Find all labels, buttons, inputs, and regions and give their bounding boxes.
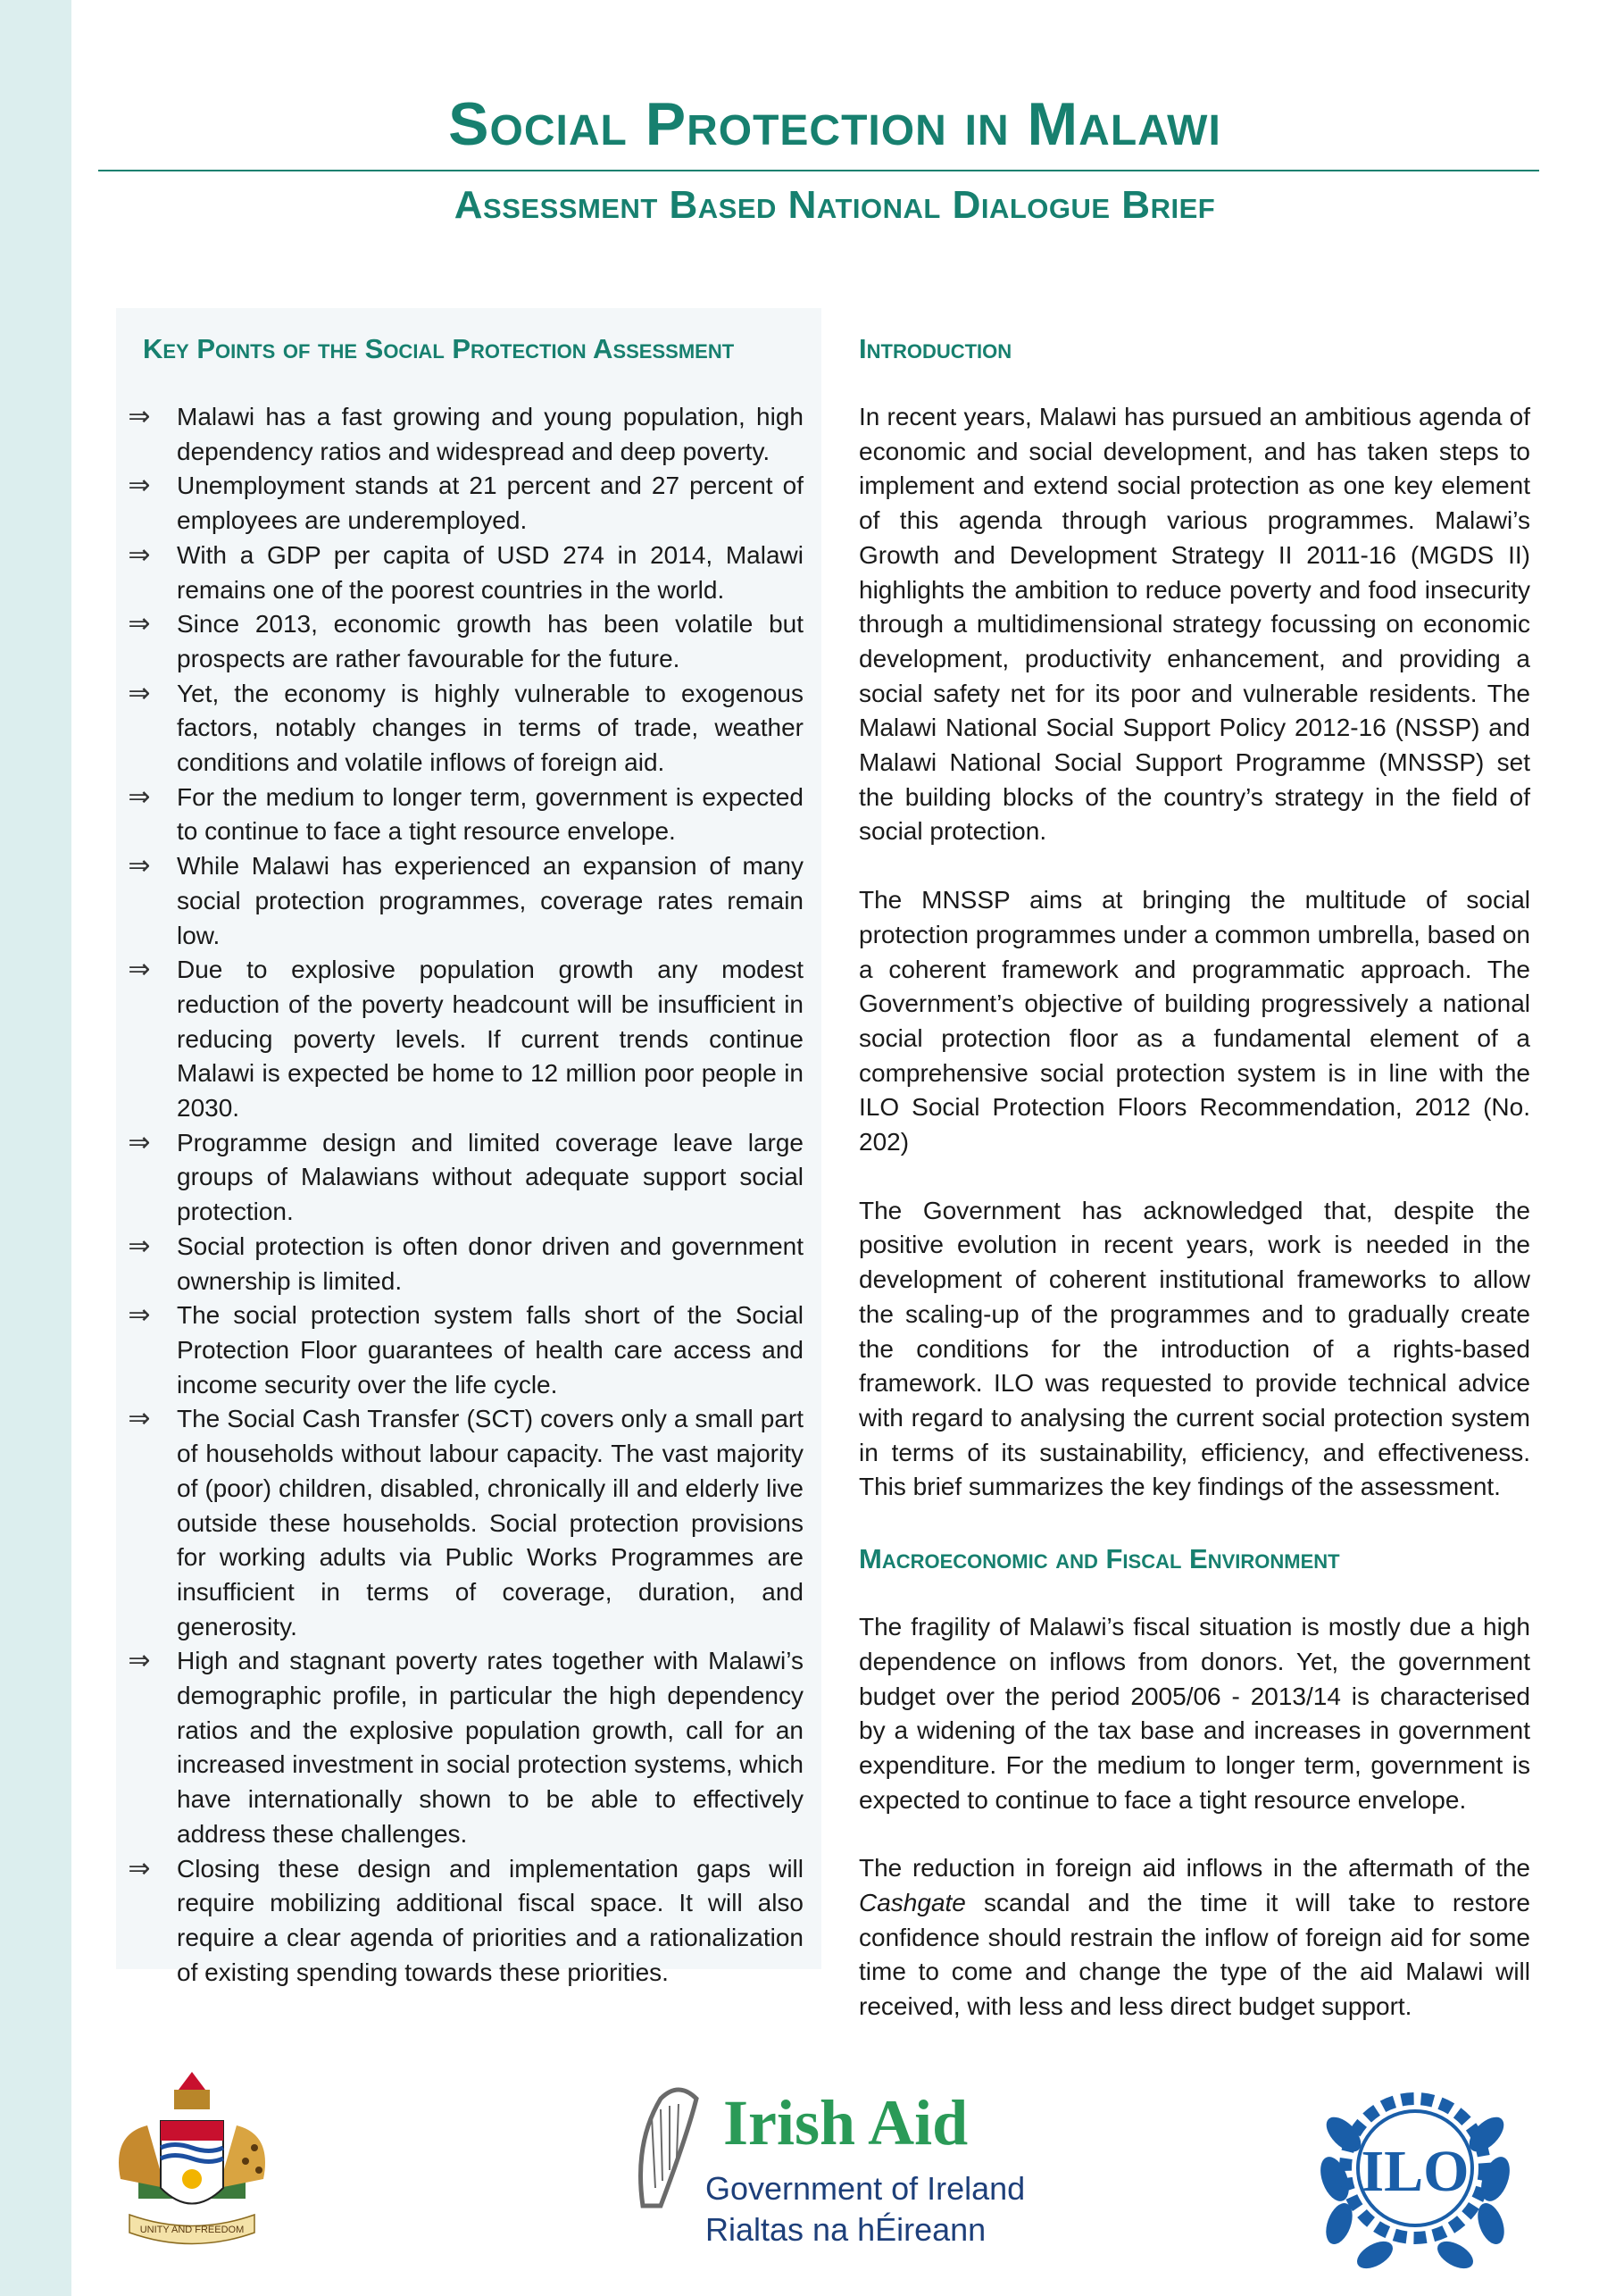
key-point-text: For the medium to longer term, government is expected to continue to face a tight resource envelope. bbox=[177, 782, 804, 846]
title-divider bbox=[98, 170, 1539, 171]
key-point-text: The social protection system falls short of the Social Protection Floor guarantees of health care access and income security over the life cycle. bbox=[177, 1301, 804, 1398]
page-title: Social Protection in Malawi bbox=[448, 90, 1221, 158]
key-point-text: Since 2013, economic growth has been volatile but prospects are rather favourable for the future. bbox=[177, 610, 804, 672]
arrow-bullet-icon: ⇒ bbox=[128, 1127, 151, 1157]
introduction-heading: Introduction bbox=[859, 333, 1012, 364]
macro-paragraph: The fragility of Malawi’s fiscal situation is mostly due a high dependence on inflows from donors. Yet, the government budget over the period 2005/06 - 2013/14 is characterised by a widening of the tax base and increases in government expenditure. For the medium to longer term, government is expected to continue to face a tight resource envelope. bbox=[859, 1613, 1530, 1814]
arrow-bullet-icon: ⇒ bbox=[128, 402, 151, 431]
macro-paragraph bbox=[859, 1851, 1530, 2025]
key-point-text: While Malawi has experienced an expansion of many social protection programmes, coverage rates remain low. bbox=[177, 852, 804, 949]
key-point-text: Programme design and limited coverage leave large groups of Malawians without adequate support social protection. bbox=[177, 1128, 804, 1226]
key-point-item bbox=[116, 607, 812, 676]
arrow-bullet-icon: ⇒ bbox=[128, 851, 151, 881]
key-point-item bbox=[116, 1126, 812, 1230]
irish-aid-gov-ga: Rialtas na hÉireann bbox=[705, 2211, 987, 2248]
macro-text: The reduction in foreign aid inflows in the aftermath of the bbox=[859, 1854, 1530, 1883]
arrow-bullet-icon: ⇒ bbox=[128, 471, 151, 501]
key-point-text: Due to explosive population growth any modest reduction of the poverty headcount will be insufficient in reducing poverty levels. If current trends continue Malawi is expected be home to 12 million poor people in 2030. bbox=[177, 956, 804, 1123]
key-point-item bbox=[116, 1298, 812, 1402]
key-point-text: Closing these design and implementation gaps will require mobilizing additional fiscal space. It will also require a clear agenda of priorities and a rationalization of existing spending towards these priorities. bbox=[177, 1854, 804, 1986]
arrow-bullet-icon: ⇒ bbox=[128, 1404, 151, 1434]
ilo-logo bbox=[1299, 2063, 1531, 2277]
intro-paragraph: The MNSSP aims at bringing the multitude of social protection programmes under a common umbrella, based on a coherent framework and programmatic approach. The Government’s objective of building progressively a national social protection floor as a fundamental element of a comprehensive social protection system is in line with the ILO Social Protection Floors Recommendation, 2012 (No. 202) bbox=[859, 886, 1530, 1156]
intro-paragraph: The Government has acknowledged that, despite the positive evolution in recent years, work is needed in the development of coherent institutional frameworks to allow the scaling-up of the programmes and to gradually create the conditions for the introduction of a rights-based framework. ILO was requested to provide technical advice with regard to analysing the current social protection system in terms of its sustainability, efficiency, and effectiveness. This brief summarizes the key findings of the assessment. bbox=[859, 1196, 1530, 1501]
key-point-text: High and stagnant poverty rates together with Malawi’s demographic profile, in particular the high dependency ratios and the explosive population growth, call for an increased investment in social protection systems, which have internationally shown to be able to effectively address these challenges. bbox=[177, 1647, 804, 1848]
irish-aid-logo bbox=[625, 2081, 1045, 2259]
key-point-item bbox=[116, 781, 812, 849]
key-point-item bbox=[116, 1230, 812, 1298]
page-subtitle: Assessment Based National Dialogue Brief bbox=[454, 183, 1216, 227]
key-points-list bbox=[116, 400, 812, 1990]
macro-text: scandal and the time it will take to restore confidence should restrain the inflow of foreign aid for some time to come and change the type of the aid Malawi will received, with less and less direct budget support. bbox=[859, 1889, 1530, 2021]
arrow-bullet-icon: ⇒ bbox=[128, 609, 151, 639]
irish-aid-gov-en: Government of Ireland bbox=[705, 2170, 1026, 2207]
harp-icon bbox=[625, 2081, 705, 2215]
side-strip bbox=[0, 0, 71, 2296]
key-point-item bbox=[116, 1644, 812, 1851]
key-point-text: The Social Cash Transfer (SCT) covers only a small part of households without labour capacity. The vast majority of (poor) children, disabled, chronically ill and elderly live outside these households. Social protection provisions for working adults via Public Works Programmes are insufficient in terms of coverage, duration, and generosity. bbox=[177, 1405, 804, 1641]
arrow-bullet-icon: ⇒ bbox=[128, 1646, 151, 1676]
key-point-item bbox=[116, 539, 812, 607]
key-point-item bbox=[116, 953, 812, 1126]
irish-aid-name: Irish Aid bbox=[723, 2087, 969, 2158]
arrow-bullet-icon: ⇒ bbox=[128, 1231, 151, 1261]
key-points-section bbox=[116, 329, 812, 1990]
macro-heading: Macroeconomic and Fiscal Environment bbox=[859, 1543, 1340, 1575]
key-points-heading: Key Points of the Social Protection Assessment bbox=[143, 333, 735, 364]
logo-footer bbox=[71, 2054, 1624, 2286]
arrow-bullet-icon: ⇒ bbox=[128, 781, 151, 812]
key-point-text: With a GDP per capita of USD 274 in 2014, Malawi remains one of the poorest countries in the world. bbox=[177, 540, 804, 604]
key-point-text: Yet, the economy is highly vulnerable to exogenous factors, notably changes in terms of trade, weather conditions and volatile inflows of foreign aid. bbox=[177, 679, 804, 777]
arrow-bullet-icon: ⇒ bbox=[128, 539, 151, 570]
key-point-item bbox=[116, 1402, 812, 1644]
malawi-coat-of-arms-logo bbox=[103, 2072, 281, 2268]
arrow-bullet-icon: ⇒ bbox=[128, 678, 151, 708]
key-point-item bbox=[116, 1852, 812, 1991]
key-point-text: Malawi has a fast growing and young population, high dependency ratios and widespread and deep poverty. bbox=[177, 403, 804, 465]
right-column bbox=[859, 329, 1530, 2025]
key-point-item bbox=[116, 469, 812, 538]
key-point-item bbox=[116, 849, 812, 953]
arrow-bullet-icon: ⇒ bbox=[128, 1300, 151, 1331]
key-point-text: Social protection is often donor driven and government ownership is limited. bbox=[177, 1231, 804, 1295]
ilo-text: ILO bbox=[1361, 2139, 1470, 2204]
arrow-bullet-icon: ⇒ bbox=[128, 955, 151, 985]
key-point-item bbox=[116, 677, 812, 781]
coat-of-arms-motto: UNITY AND FREEDOM bbox=[139, 2225, 245, 2235]
key-point-item bbox=[116, 400, 812, 469]
key-point-text: Unemployment stands at 21 percent and 27 percent of employees are underemployed. bbox=[177, 472, 804, 535]
cashgate-term: Cashgate bbox=[859, 1889, 966, 1917]
arrow-bullet-icon: ⇒ bbox=[128, 1853, 151, 1883]
intro-paragraph: In recent years, Malawi has pursued an ambitious agenda of economic and social development, and has taken steps to implement and extend social protection as one key element of this agenda through various programmes. Malawi’s Growth and Development Strategy II 2011-16 (MGDS II) highlights the ambition to reduce poverty and food insecurity through a multidimensional strategy focussing on economic development, productivity enhancement, and providing a social safety net for its poor and vulnerable residents. The Malawi National Social Support Policy 2012-16 (NSSP) and Malawi National Social Support Programme (MNSSP) set the building blocks of the country’s strategy in the field of social protection. bbox=[859, 403, 1530, 846]
